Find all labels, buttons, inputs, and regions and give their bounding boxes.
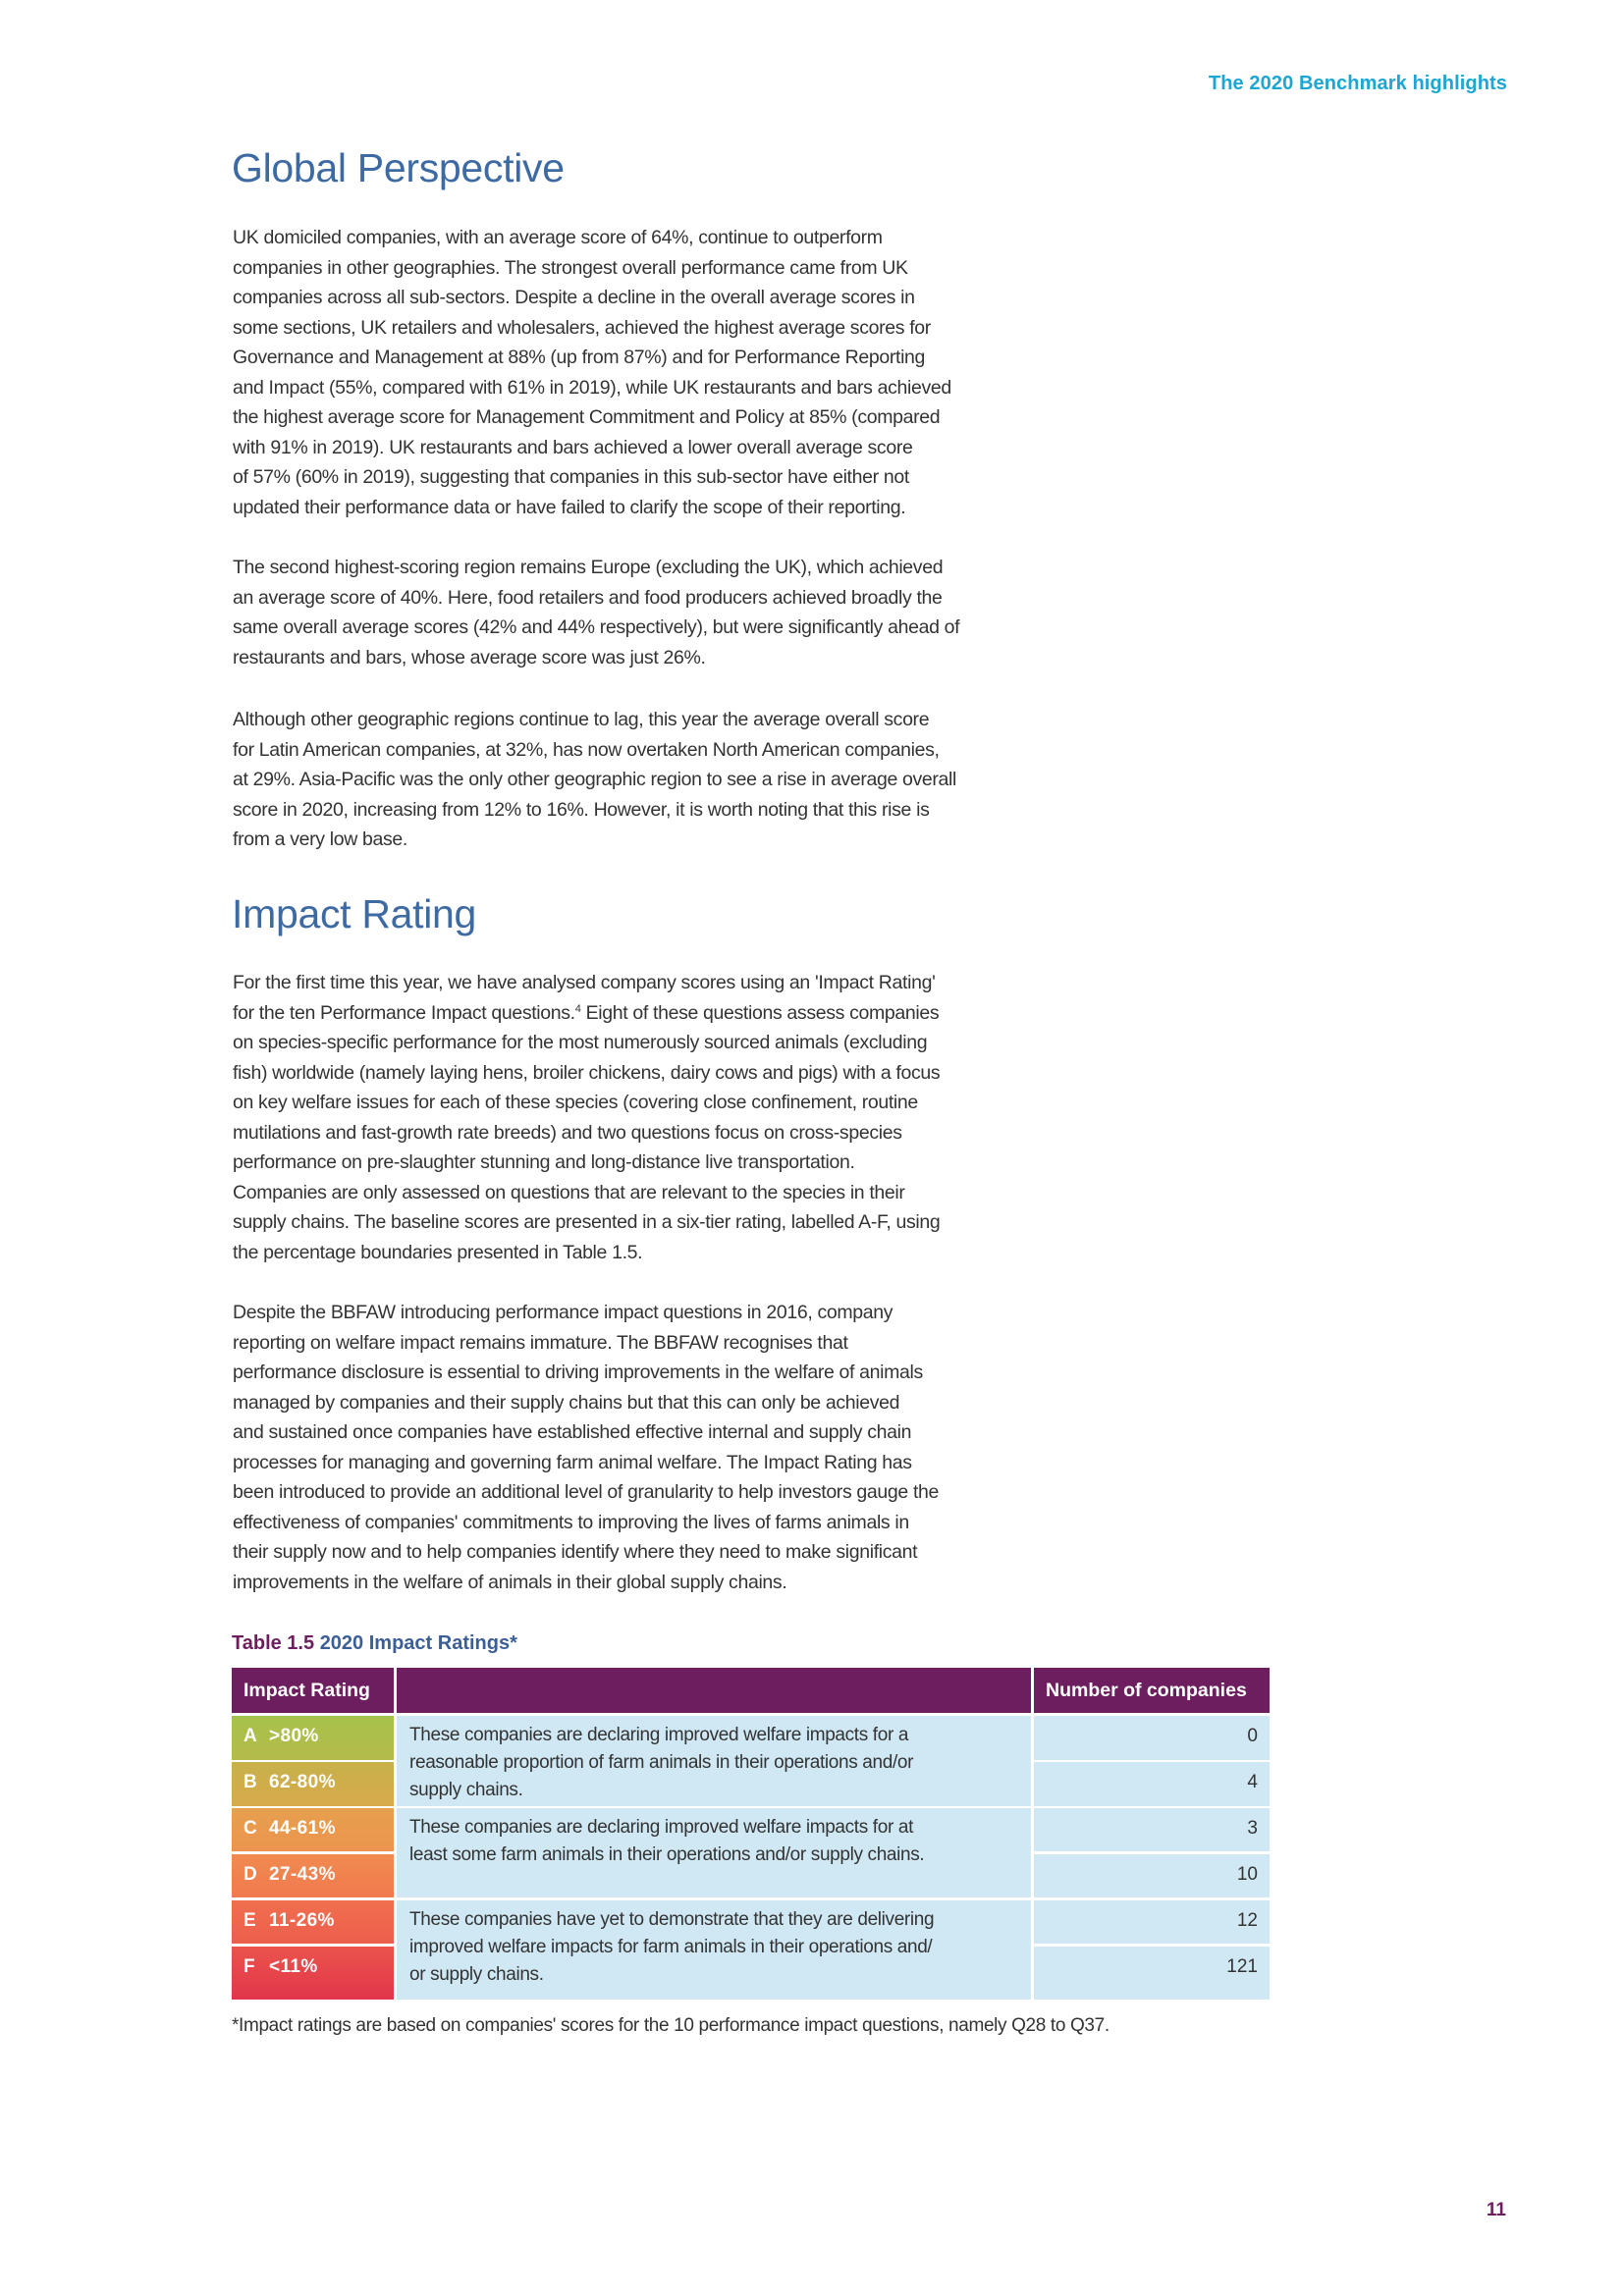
footnote-reference[interactable]: 4	[574, 1002, 581, 1015]
table-number: Table 1.5	[232, 1632, 315, 1654]
paragraph-global-2	[233, 553, 1048, 672]
running-head: The 2020 Benchmark highlights	[1208, 73, 1507, 94]
rating-cell-a	[232, 1716, 394, 1760]
text-line: or supply chains.	[409, 1964, 544, 1985]
text-line: been introduced to provide an additional level of granularity to help investors gauge the	[233, 1481, 940, 1503]
description-cell-a-b	[397, 1716, 1031, 1806]
text-line: and Impact (55%, compared with 61% in 2019), while UK restaurants and bars achieved	[233, 376, 951, 399]
rating-range: 11-26%	[269, 1910, 335, 1931]
rating-letter: E	[244, 1910, 257, 1931]
rating-letter: F	[244, 1956, 256, 1977]
text-line: on species-specific performance for the most numerously sourced animals (excluding	[233, 1032, 928, 1053]
rating-range: 62-80%	[269, 1772, 336, 1792]
text-line: the percentage boundaries presented in Table 1.5.	[233, 1241, 643, 1263]
count-cell-d: 10	[1034, 1854, 1270, 1897]
text-line: an average score of 40%. Here, food retailers and food producers achieved broadly the	[233, 586, 943, 609]
text-line: improvements in the welfare of animals in their global supply chains.	[233, 1571, 787, 1593]
text-line: effectiveness of companies' commitments to improving the lives of farms animals in	[233, 1511, 909, 1533]
text-line: same overall average scores (42% and 44% respectively), but were significantly ahead of	[233, 616, 960, 638]
text-line: some sections, UK retailers and wholesalers, achieved the highest average scores for	[233, 316, 931, 339]
column-header-description	[397, 1668, 1031, 1713]
text-line: for Latin American companies, at 32%, has now overtaken North American companies,	[233, 738, 940, 761]
count-cell-f: 121	[1034, 1947, 1270, 2000]
text-line: updated their performance data or have failed to clarify the scope of their reporting.	[233, 496, 906, 518]
text-line: Despite the BBFAW introducing performance impact questions in 2016, company	[233, 1302, 893, 1323]
rating-cell-b	[232, 1762, 394, 1806]
column-header-number-of-companies: Number of companies	[1034, 1668, 1270, 1713]
text-line: the highest average score for Management Commitment and Policy at 85% (compared	[233, 406, 941, 428]
text-line: fish) worldwide (namely laying hens, broiler chickens, dairy cows and pigs) with a focus	[233, 1061, 941, 1084]
rating-range: 44-61%	[269, 1818, 336, 1839]
text-line: least some farm animals in their operations and/or supply chains.	[409, 1844, 925, 1865]
text-line: at 29%. Asia-Pacific was the only other geographic region to see a rise in average overall	[233, 769, 957, 790]
text-line	[233, 998, 1048, 1029]
impact-ratings-table	[232, 1668, 1270, 2000]
rating-range: <11%	[269, 1956, 318, 1977]
text-line: companies across all sub-sectors. Despite a decline in the overall average scores in	[233, 287, 915, 308]
text-line: managed by companies and their supply chains but that this can only be achieved	[233, 1391, 900, 1414]
rating-letter: C	[244, 1818, 258, 1839]
text-line: For the first time this year, we have analysed company scores using an 'Impact Rating'	[233, 972, 936, 993]
rating-range: >80%	[269, 1726, 319, 1746]
text-line: These companies are declaring improved welfare impacts for a	[409, 1725, 909, 1745]
text-line: These companies have yet to demonstrate that they are delivering	[409, 1909, 935, 1930]
text-line: reporting on welfare impact remains immature. The BBFAW recognises that	[233, 1331, 848, 1354]
text-fragment: Eight of these questions assess companies	[580, 1001, 940, 1024]
rating-letter: B	[244, 1772, 258, 1792]
text-line: companies in other geographies. The strongest overall performance came from UK	[233, 256, 908, 279]
count-cell-c: 3	[1034, 1808, 1270, 1851]
text-line: restaurants and bars, whose average score was just 26%.	[233, 646, 706, 668]
text-line: Although other geographic regions continue to lag, this year the average overall score	[233, 709, 930, 730]
section-heading-impact-rating: Impact Rating	[232, 891, 477, 936]
text-line: mutilations and fast-growth rate breeds) and two questions focus on cross-species	[233, 1121, 902, 1144]
paragraph-impact-2	[233, 1298, 1048, 1597]
text-line: their supply now and to help companies identify where they need to make significant	[233, 1541, 918, 1563]
table-caption	[232, 1632, 517, 1655]
text-line: These companies are declaring improved welfare impacts for at	[409, 1817, 914, 1838]
text-fragment: for the ten Performance Impact questions.	[233, 1001, 575, 1024]
count-cell-a: 0	[1034, 1716, 1270, 1760]
rating-cell-e	[232, 1900, 394, 1944]
paragraph-impact-1	[233, 968, 1048, 1267]
rating-cell-f	[232, 1947, 394, 2000]
description-cell-e-f	[397, 1900, 1031, 2000]
text-line: and sustained once companies have established effective internal and supply chain	[233, 1421, 912, 1443]
text-line: performance disclosure is essential to driving improvements in the welfare of animals	[233, 1362, 923, 1383]
text-line: supply chains.	[409, 1780, 523, 1800]
text-line: with 91% in 2019). UK restaurants and bars achieved a lower overall average score	[233, 436, 913, 458]
rating-cell-c	[232, 1808, 394, 1851]
text-line: UK domiciled companies, with an average score of 64%, continue to outperform	[233, 227, 883, 248]
text-line: on key welfare issues for each of these species (covering close confinement, routine	[233, 1092, 918, 1113]
column-header-impact-rating: Impact Rating	[232, 1668, 394, 1713]
text-line: reasonable proportion of farm animals in their operations and/or	[409, 1752, 914, 1773]
paragraph-global-3	[233, 705, 1048, 855]
text-line: improved welfare impacts for farm animals in their operations and/	[409, 1937, 933, 1957]
description-cell-c-d	[397, 1808, 1031, 1897]
text-line: The second highest-scoring region remains Europe (excluding the UK), which achieved	[233, 557, 944, 578]
count-cell-e: 12	[1034, 1900, 1270, 1944]
text-line: Governance and Management at 88% (up from 87%) and for Performance Reporting	[233, 347, 926, 368]
text-line: Companies are only assessed on questions that are relevant to the species in their	[233, 1181, 905, 1203]
rating-letter: A	[244, 1726, 258, 1746]
text-line: score in 2020, increasing from 12% to 16%. However, it is worth noting that this rise is	[233, 798, 930, 821]
text-line: performance on pre-slaughter stunning and long-distance live transportation.	[233, 1151, 855, 1173]
paragraph-global-1	[233, 223, 1048, 522]
rating-range: 27-43%	[269, 1864, 336, 1885]
rating-cell-d	[232, 1854, 394, 1897]
section-heading-global-perspective: Global Perspective	[232, 145, 565, 190]
text-line: from a very low base.	[233, 828, 407, 850]
count-cell-b: 4	[1034, 1762, 1270, 1806]
rating-letter: D	[244, 1864, 258, 1885]
text-line: supply chains. The baseline scores are presented in a six-tier rating, labelled A-F, using	[233, 1211, 941, 1233]
page-number: 11	[1486, 2200, 1506, 2220]
table-footnote: *Impact ratings are based on companies' scores for the 10 performance impact questions, namely Q28 to Q37.	[232, 2015, 1110, 2036]
table-title: 2020 Impact Ratings*	[319, 1632, 517, 1654]
text-line: of 57% (60% in 2019), suggesting that companies in this sub-sector have either not	[233, 466, 909, 488]
text-line: processes for managing and governing farm animal welfare. The Impact Rating has	[233, 1451, 912, 1473]
